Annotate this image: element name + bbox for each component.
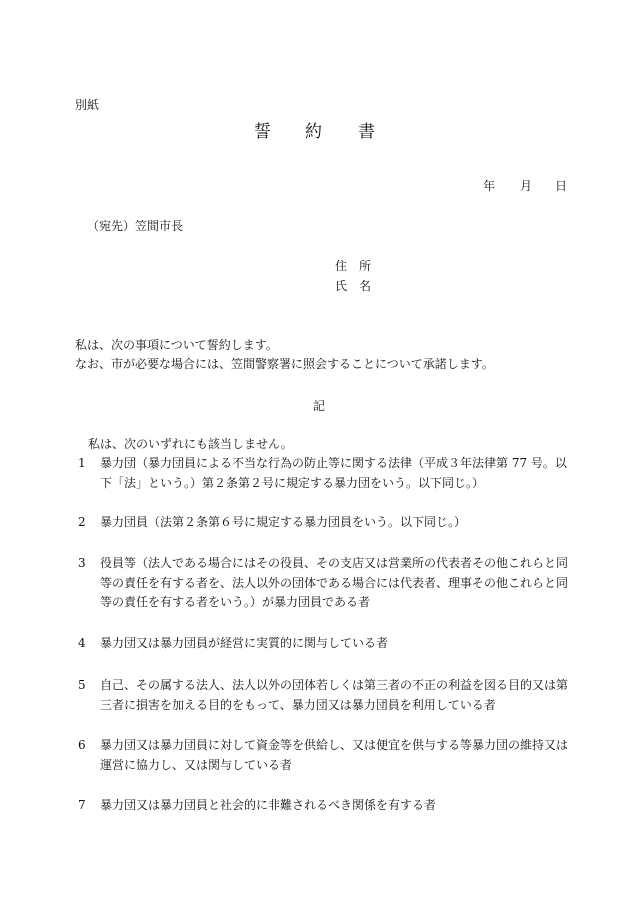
title-char-1: 誓 <box>254 122 271 142</box>
date-year: 年 <box>483 179 496 193</box>
item-number: 6 <box>78 738 86 752</box>
date-day: 日 <box>555 179 568 193</box>
title-char-2: 約 <box>305 122 322 142</box>
item-number: 4 <box>78 636 86 650</box>
item-text: 暴力団又は暴力団員に対して資金等を供給し、又は便宜を供与する等暴力団の維持又は運営に協力し、又は関与している者 <box>100 738 569 772</box>
item-text: 暴力団（暴力団員による不当な行為の防止等に関する法律（平成３年法律第 77 号。以下「法」という。）第２条第２号に規定する暴力団をいう。以下同じ。） <box>100 456 567 490</box>
item-text: 暴力団又は暴力団員が経営に実質的に関与している者 <box>100 636 389 650</box>
addressee: （宛先）笠間市長 <box>87 219 184 233</box>
item-number: 3 <box>78 556 86 570</box>
intro-line-1: 私は、次の事項について誓約します。 <box>75 338 278 352</box>
item-text: 暴力団員（法第２条第６号に規定する暴力団員をいう。以下同じ。） <box>100 515 467 529</box>
item-text: 暴力団又は暴力団員と社会的に非難されるべき関係を有する者 <box>100 798 437 812</box>
intro-line-2: なお、市が必要な場合には、笠間警察署に照会することについて承諾します。 <box>75 357 494 371</box>
item-text: 自己、その属する法人、法人以外の団体若しくは第三者の不正の利益を図る目的又は第三者に損害を加える目的をもって、暴力団又は暴力団員を利用している者 <box>100 678 569 712</box>
item-number: 2 <box>78 515 86 529</box>
ki-heading: 記 <box>313 399 326 413</box>
item-number: 1 <box>78 456 86 470</box>
address-label: 住 所 <box>335 259 372 273</box>
date-month: 月 <box>520 179 533 193</box>
name-label: 氏 名 <box>335 279 372 293</box>
item-number: 5 <box>78 678 86 692</box>
item-text: 役員等（法人である場合にはその役員、その支店又は営業所の代表者その他これらと同等の責任を有する者を、法人以外の団体である場合には代表者、理事その他これらと同等の責任を有する者をいう。）が暴力団員である者 <box>100 556 569 609</box>
attachment-label: 別紙 <box>75 98 100 112</box>
item-number: 7 <box>78 798 86 812</box>
lead-text: 私は、次のいずれにも該当しません。 <box>88 437 293 451</box>
title-char-3: 書 <box>358 122 375 142</box>
